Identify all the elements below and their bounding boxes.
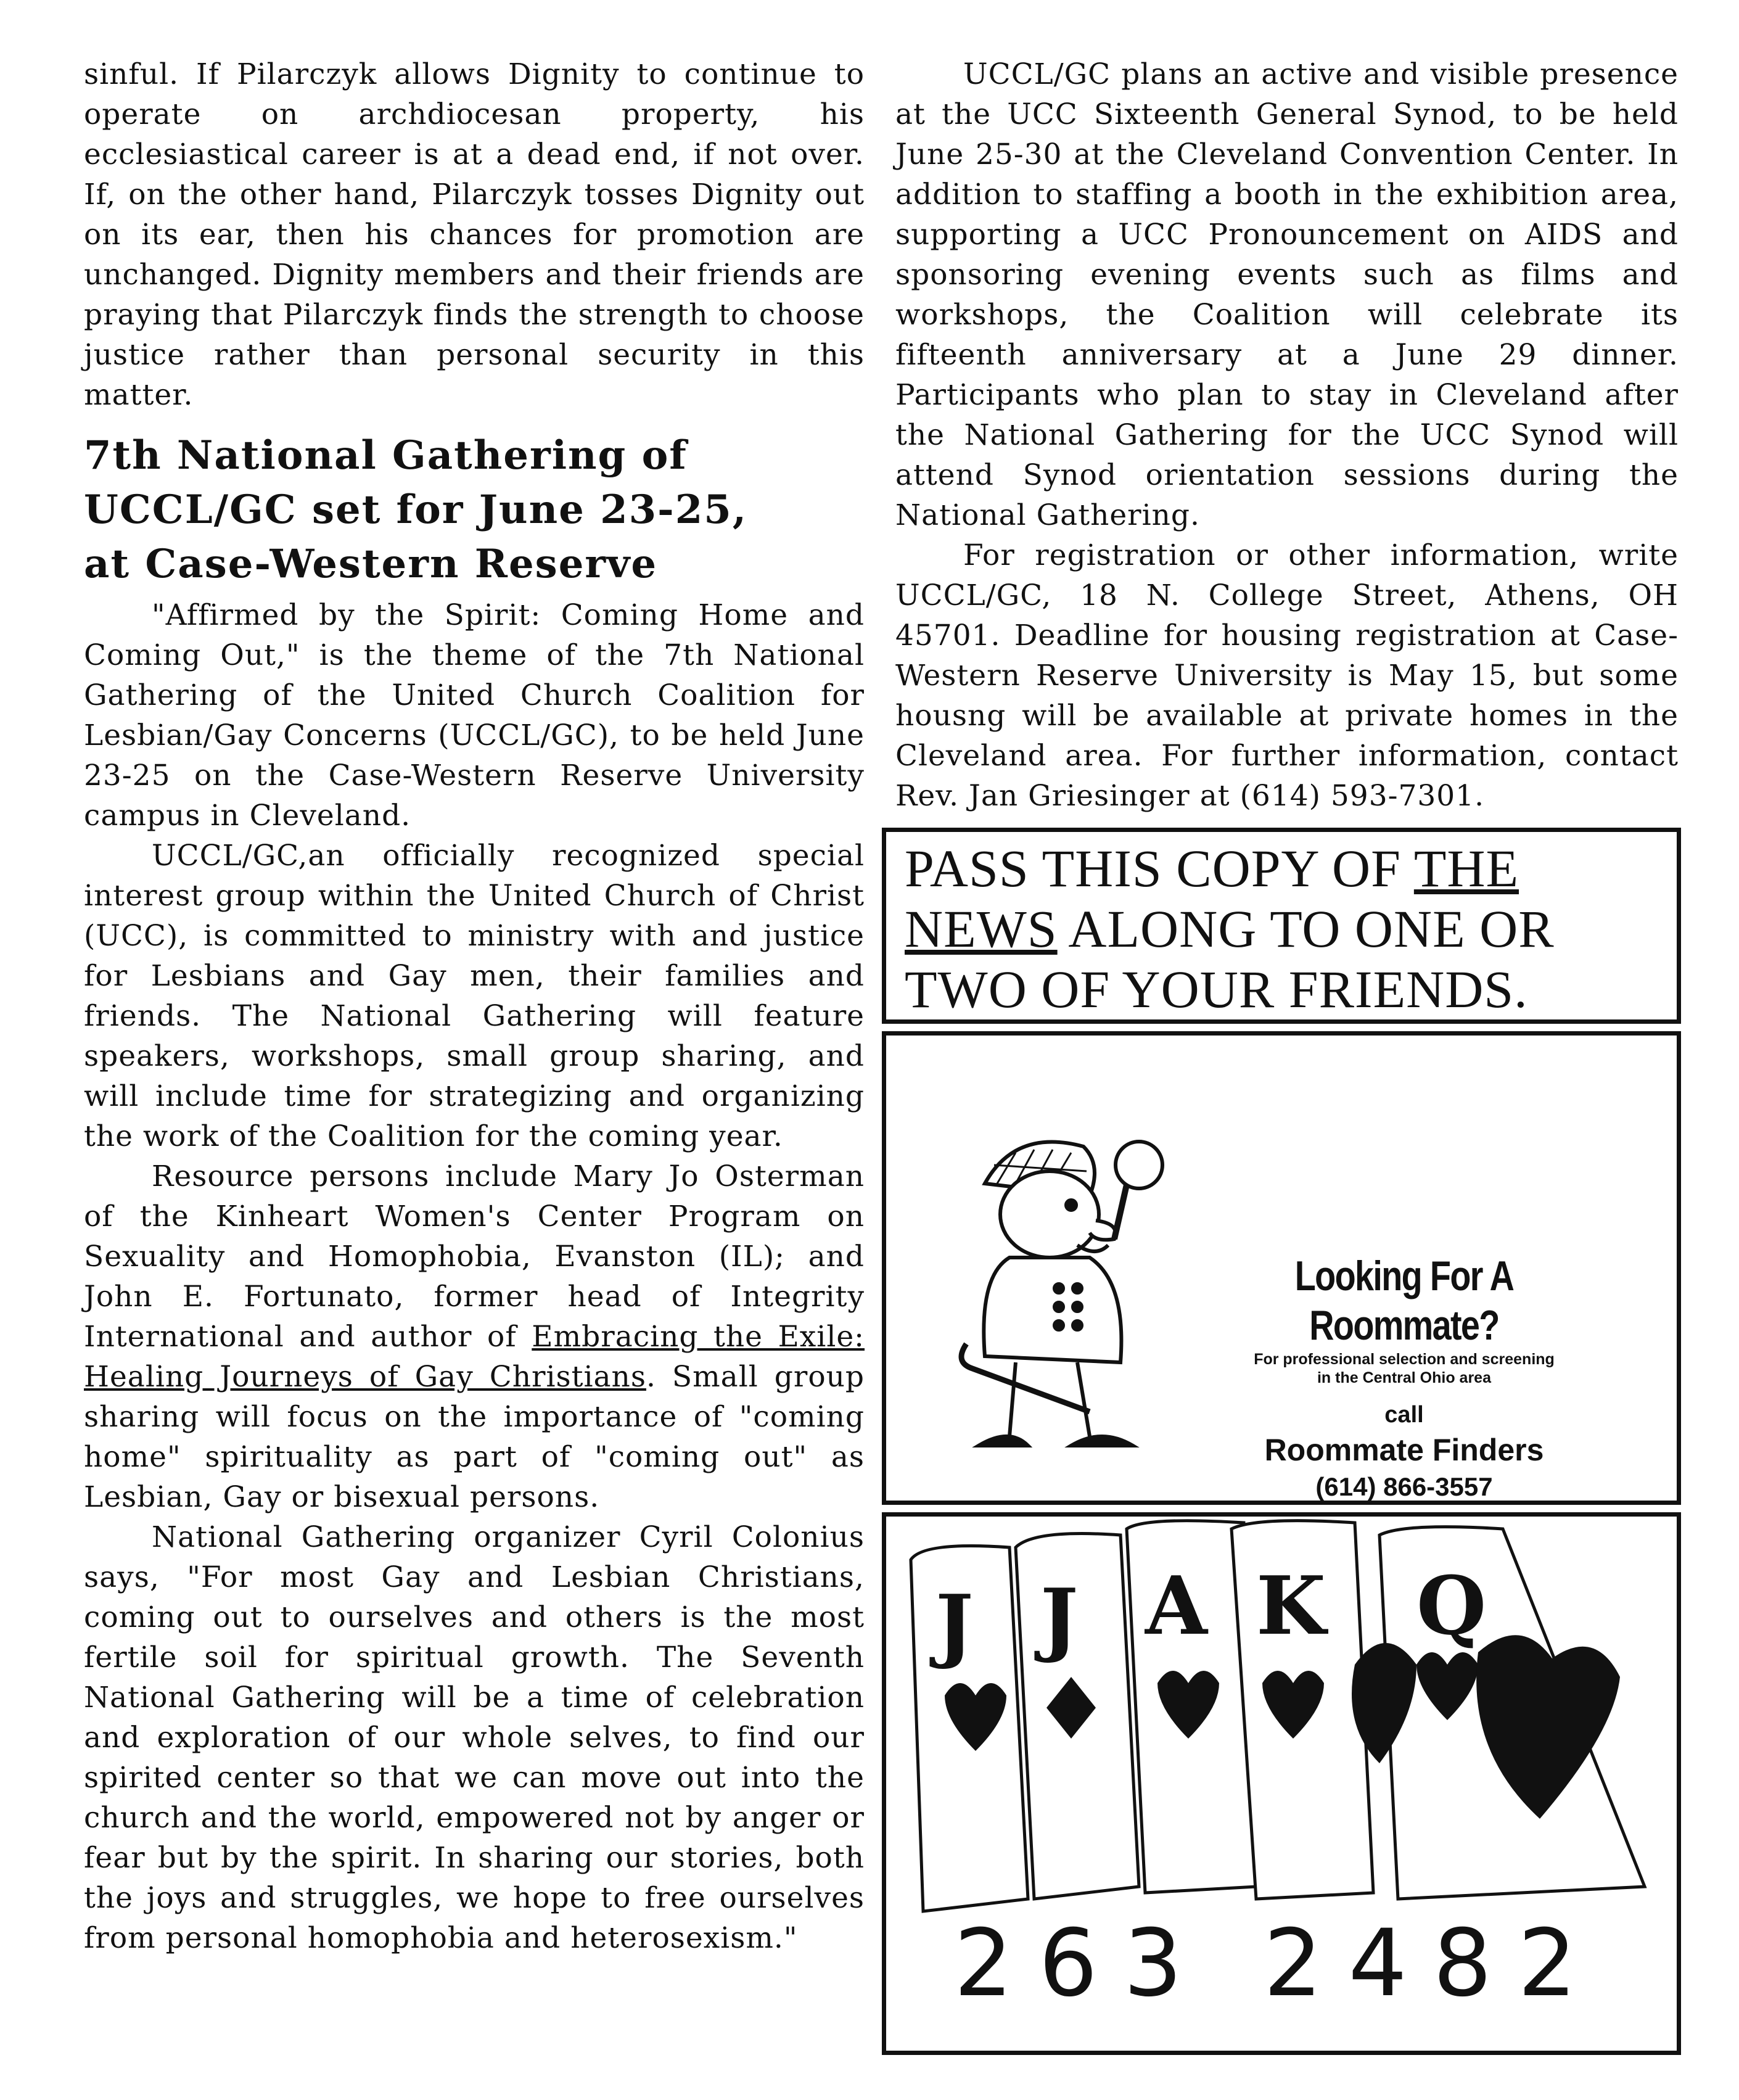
playing-cards-ad <box>882 1512 1681 2055</box>
paragraph-theme: "Affirmed by the Spirit: Coming Home and Coming Out," is the theme of the 7th National Gathering of the United Church Coalition for Lesbian/Gay Concerns (UCCL/GC), to be held June 23-25 on the Case-Western Reserve University campus in Cleveland. <box>84 598 865 833</box>
headline-line-1: 7th National Gathering of <box>84 432 688 479</box>
paragraph-uccl-group: UCCL/GC,an officially recognized special interest group within the United Church of Christ (UCC), is committed to ministry with and justice for Lesbians and Gay men, their families and friends. The National Gathering will feature speakers, workshops, small group sharing, and will include time for strategizing and organizing the work of the Coalition for the coming year. <box>84 839 865 1153</box>
headline-national-gathering <box>84 429 865 591</box>
card-rank-5: Q <box>1416 1559 1487 1653</box>
pass-line-1-text: PASS THIS COPY OF <box>905 839 1414 898</box>
paragraph-dignity-end: sinful. If Pilarczyk allows Dignity to continue to operate on archdiocesan property, his ecclesiastical career is at a dead end, if not over. If, on the other hand, Pilarczyk tosses Dignity out on its ear, then his chances for promotion are unchanged. Dignity members and their friends are praying that Pilarczyk finds the strength to choose justice rather than personal security in this matter. <box>84 57 865 412</box>
book-title: Embracing the Exile: Healing Journeys of Gay Christians <box>84 1320 865 1394</box>
ad-title: Looking For A Roommate? <box>1294 1253 1514 1349</box>
pass-line-2-text: ALONG TO ONE OR <box>1057 899 1555 958</box>
ad-phone-number: (614) 866-3557 <box>1315 1472 1493 1501</box>
headline-line-2: UCCL/GC set for June 23-25, <box>84 487 748 533</box>
roommate-finders-ad <box>882 1031 1681 1505</box>
ad-call-label: call <box>1384 1402 1424 1428</box>
roommate-ad-text <box>1170 1122 1638 1504</box>
card-rank-2: J <box>1040 1571 1079 1665</box>
ad-company-name: Roommate Finders <box>1264 1433 1544 1467</box>
headline-line-3: at Case-Western Reserve <box>84 541 658 587</box>
paragraph-organizer-quote: National Gathering organizer Cyril Colonius says, "For most Gay and Lesbian Christians, coming out to ourselves and others is the most fertile soil for spiritual growth. The Seventh National Gathering will be a time of celebration and exploration of our whole selves, to find our spirited center so that we can move out into the church and the world, empowered not by anger or fear but by the spirit. In sharing our stories, both the joys and struggles, we hope to free ourselves from personal homophobia and heterosexism." <box>84 1520 865 1955</box>
pass-the: THE <box>1413 839 1519 898</box>
pass-line-3: TWO OF YOUR FRIENDS. <box>905 960 1528 1019</box>
pass-news: NEWS <box>905 899 1058 958</box>
resource-persons-text-end: . Small group sharing will focus on the importance of "coming home" spirituality as part of "coming out" as Lesbian, Gay or bisexual persons. <box>84 1360 865 1514</box>
resource-persons-text: Resource persons include Mary Jo Osterman of the Kinheart Women's Center Program on Sexuality and Homophobia, Evanston (IL); and John E. Fortunato, former head of Integrity International and author of <box>84 1159 865 1354</box>
right-column <box>895 54 1679 816</box>
ad-subtitle-1: For professional selection and screening <box>1254 1351 1555 1368</box>
paragraph-registration: For registration or other information, write UCCL/GC, 18 N. College Street, Athens, OH 45701. Deadline for housing registration at Case-Western Reserve University is May 15, but some housng will be available at private homes in the Cleveland area. For further information, contact Rev. Jan Griesinger at (614) 593-7301. <box>895 538 1679 813</box>
left-column <box>84 54 865 1958</box>
card-rank-4: K <box>1256 1559 1326 1653</box>
paragraph-resource-persons <box>84 1156 865 1517</box>
ad-subtitle-2: in the Central Ohio area <box>1317 1369 1491 1386</box>
cards-phone-number: 263 2482 <box>954 1910 1603 2017</box>
card-rank-3: A <box>1145 1559 1207 1653</box>
pass-copy-box <box>882 828 1681 1024</box>
paragraph-synod-presence: UCCL/GC plans an active and visible presence at the UCC Sixteenth General Synod, to be held June 25-30 at the Cleveland Convention Center. In addition to staffing a booth in the exhibition area, supporting a UCC Pronouncement on AIDS and sponsoring evening events such as films and workshops, the Coalition will celebrate its fifteenth anniversary at a June 29 dinner. Participants who plan to stay in Cleveland after the National Gathering for the UCC Synod will attend Synod orientation sessions during the National Gathering. <box>895 57 1679 532</box>
pass-line-1 <box>905 838 1658 899</box>
pass-line-2 <box>905 899 1658 959</box>
card-rank-1: J <box>935 1577 974 1671</box>
